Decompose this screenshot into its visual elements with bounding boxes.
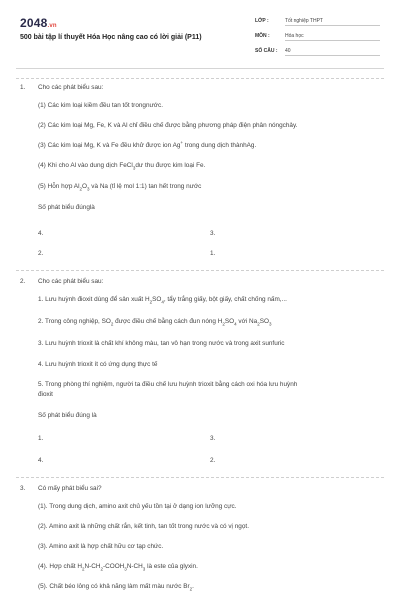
- statement: (3) Các kim loại Mg, K và Fe đều khử được ion Ag+ trong dung dịch thànhAg.: [38, 139, 257, 149]
- statement: (5). Chất béo lỏng có khả năng làm mất màu nước $Br_2$.: [38, 583, 194, 592]
- statement: (4) Khi cho Al vào dung dịch FeCl$_3$dư thu được kim loại Fe.: [38, 162, 206, 171]
- statement: 4. Lưu huỳnh trioxit ít có ứng dụng thực tế: [38, 361, 158, 368]
- answer-option[interactable]: 1.: [38, 435, 44, 442]
- question-divider: [16, 477, 384, 478]
- statement: (5) Hỗn hợp $Al_2O_3$ và Na (tỉ lệ mol 1:1) tan hết trong nước: [38, 183, 202, 192]
- question-number: 3.: [20, 485, 26, 492]
- question-stem: Cho các phát biểu sau:: [38, 278, 104, 285]
- answer-option[interactable]: 2.: [210, 457, 216, 464]
- statement: 2. Trong công nghiệp, $SO_2$ được điều chế bằng cách đun nóng $H_2SO_4$ với $Na_2SO_3$: [38, 318, 272, 327]
- answer-option[interactable]: 2.: [38, 250, 44, 257]
- document-title: 500 bài tập lí thuyết Hóa Học nâng cao có lời giải (P11): [20, 34, 202, 41]
- statement: (2) Các kim loại Mg, Fe, K và Al chỉ điều chế được bằng phương pháp điện phân nóngchảy.: [38, 122, 298, 129]
- statement: (1) Các kim loại kiềm đều tan tốt trongnước.: [38, 102, 163, 109]
- answer-option[interactable]: 4.: [38, 457, 44, 464]
- answer-option[interactable]: 3.: [210, 435, 216, 442]
- question-number: 2.: [20, 278, 26, 285]
- question-stem: Có mấy phát biểu sai?: [38, 485, 102, 492]
- meta-value: Tốt nghiệp THPT: [285, 18, 380, 26]
- header-divider: [16, 68, 384, 69]
- statement: 5. Trong phòng thí nghiệm, người ta điều chế lưu huỳnh trioxit bằng cách oxi hóa lưu huỳnh: [38, 381, 298, 388]
- question-divider: [16, 78, 384, 79]
- meta-label: LỚP :: [255, 18, 269, 24]
- meta-label: SỐ CÂU :: [255, 48, 278, 54]
- answer-option[interactable]: 1.: [210, 250, 216, 257]
- meta-value: 40: [285, 48, 380, 56]
- document-header: [0, 0, 400, 68]
- statement: (1). Trong dung dịch, amino axit chủ yếu tồn tại ở dạng ion lưỡng cực.: [38, 503, 237, 510]
- question-stem: Cho các phát biểu sau:: [38, 84, 104, 91]
- statement: 1. Lưu huỳnh đioxit dùng để sản xuất $H_2SO_4$, tẩy trắng giấy, bột giấy, chất chống nấm,...: [38, 296, 287, 305]
- question-divider: [16, 270, 384, 271]
- statement: Số phát biểu đúng là: [38, 412, 97, 419]
- statement: (3). Amino axit là hợp chất hữu cơ tạp chức.: [38, 543, 164, 550]
- site-logo[interactable]: 2048.vn: [20, 16, 57, 30]
- statement: 3. Lưu huỳnh trioxit là chất khí không màu, tan vô hạn trong nước và trong axit sunfuric: [38, 340, 285, 347]
- answer-option[interactable]: 4.: [38, 230, 44, 237]
- statement: (4). Hợp chất $H_2N-CH_2-COOH_3N-CH_3$ là este của glyxin.: [38, 563, 198, 572]
- question-number: 1.: [20, 84, 26, 91]
- meta-value: Hóa học: [285, 33, 380, 41]
- answer-option[interactable]: 3.: [210, 230, 216, 237]
- statement: Số phát biểu đúnglà: [38, 204, 95, 211]
- statement: đioxit: [38, 391, 53, 398]
- statement: (2). Amino axit là những chất rắn, kết tinh, tan tốt trong nước và có vị ngọt.: [38, 523, 249, 530]
- meta-label: MÔN :: [255, 33, 270, 39]
